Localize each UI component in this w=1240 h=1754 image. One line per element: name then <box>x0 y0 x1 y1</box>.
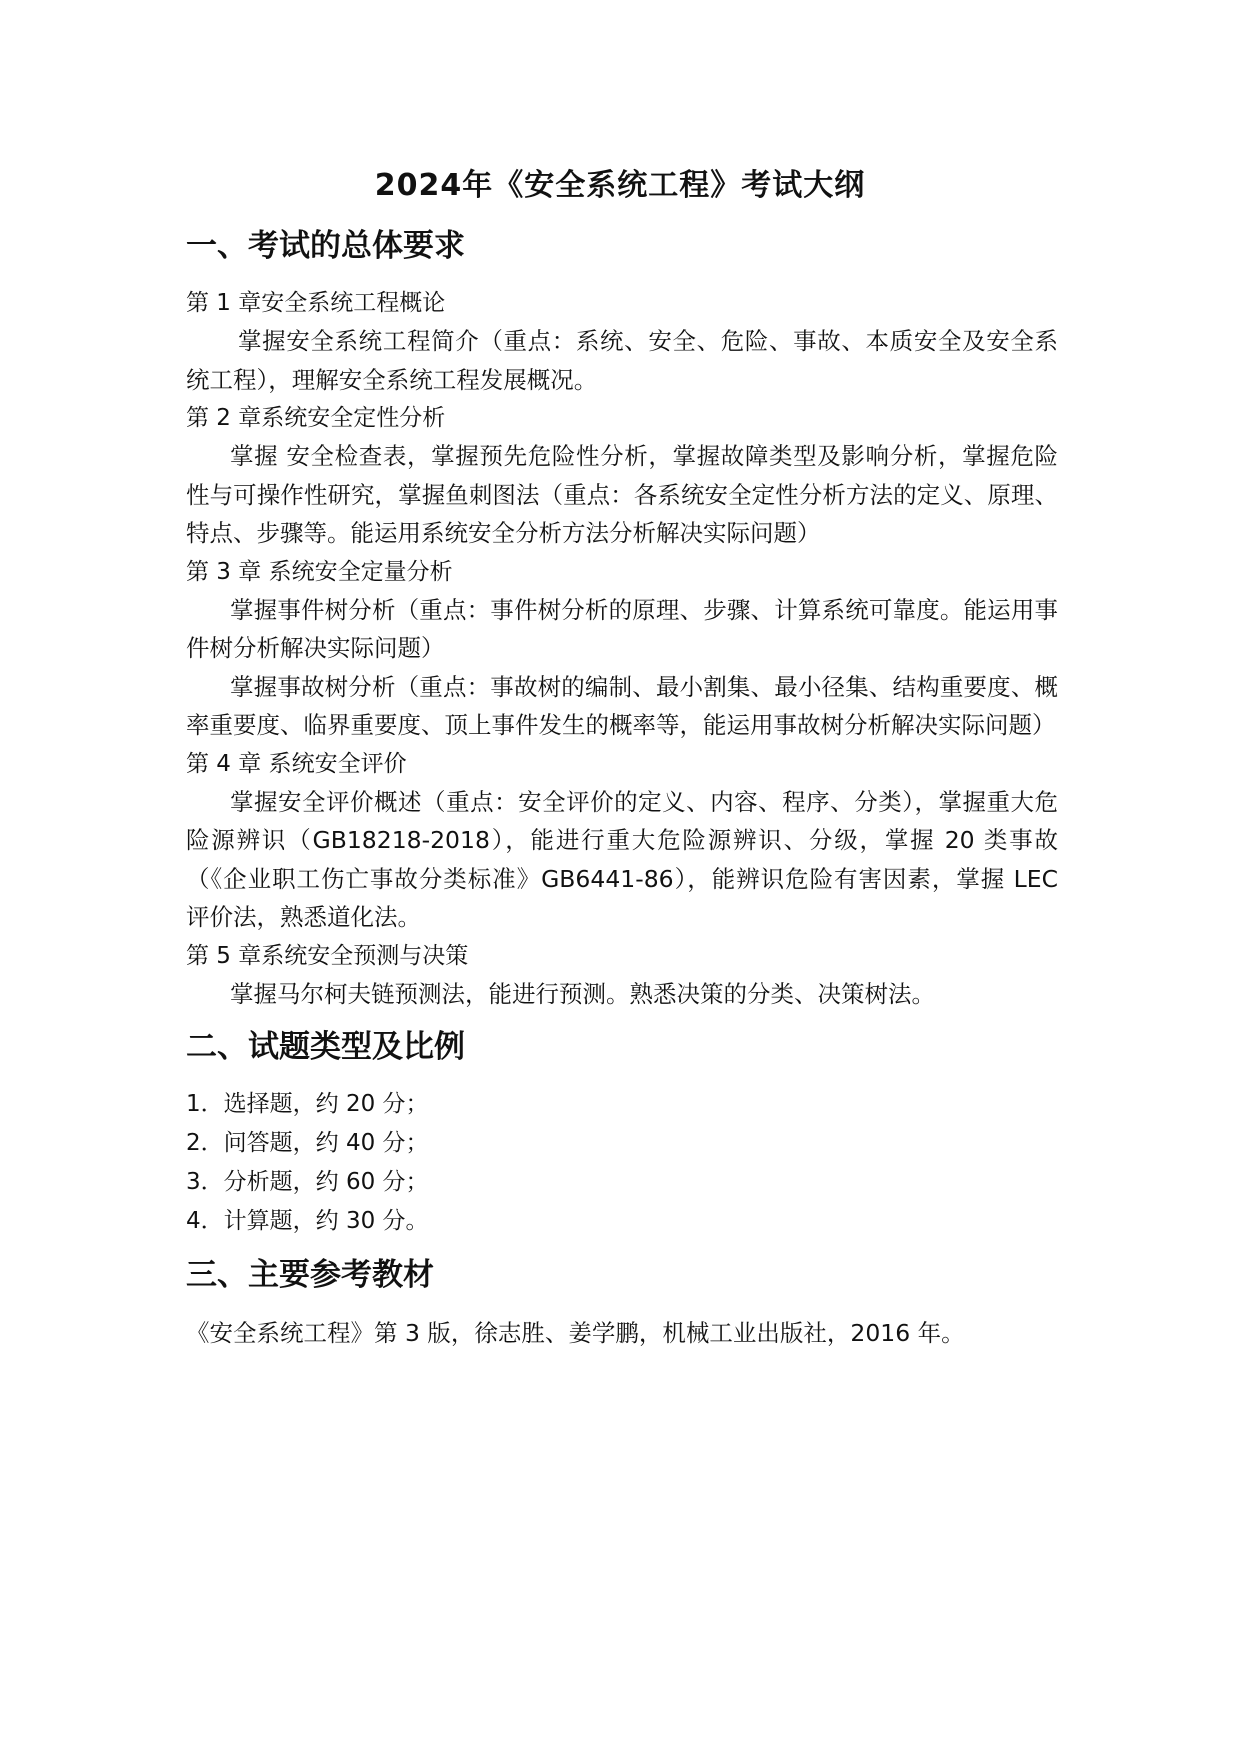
reference-book: 《安全系统工程》第 3 版，徐志胜、姜学鹏，机械工业出版社，2016 年。 <box>186 1319 965 1347</box>
chapter-1-paragraph: 掌握安全系统工程简介（重点：系统、安全、危险、事故、本质安全及安全系统工程），理解安全系统工程发展概况。 <box>186 327 1058 394</box>
question-type-item: 1．选择题，约 20 分； <box>186 1091 429 1117</box>
question-type-item: 2．问答题，约 40 分； <box>186 1130 429 1156</box>
chapter-1-title: 第 1 章安全系统工程概论 <box>186 290 446 316</box>
chapter-4-paragraph: 掌握安全评价概述（重点：安全评价的定义、内容、程序、分类），掌握重大危险源辨识（GB18218-2018），能进行重大危险源辨识、分级，掌握 20 类事故（《企业职工伤亡事故分类标准》GB6441-86），能辨识危险有害因素，掌握 LEC 评价法，熟悉道化法。 <box>186 787 1058 931</box>
chapter-4-title: 第 4 章 系统安全评价 <box>186 750 407 777</box>
chapter-3-title: 第 3 章 系统安全定量分析 <box>186 558 453 585</box>
document-title: 2024年《安全系统工程》考试大纲 <box>374 168 866 203</box>
chapter-5-paragraph: 掌握马尔柯夫链预测法，能进行预测。熟悉决策的分类、决策树法。 <box>230 979 935 1008</box>
document-content <box>186 222 1058 1353</box>
chapter-5-title: 第 5 章系统安全预测与决策 <box>186 942 469 969</box>
section-heading-references: 三、主要参考教材 <box>186 1257 434 1293</box>
chapter-2-paragraph: 掌握 安全检查表，掌握预先危险性分析，掌握故障类型及影响分析，掌握危险性与可操作性研究，掌握鱼刺图法（重点：各系统安全定性分析方法的定义、原理、特点、步骤等。能运用系统安全分析方法分析解决实际问题） <box>186 442 1058 547</box>
chapter-2-title: 第 2 章系统安全定性分析 <box>186 405 446 431</box>
chapter-3-paragraph-1: 掌握事件树分析（重点：事件树分析的原理、步骤、计算系统可靠度。能运用事件树分析解决实际问题） <box>186 595 1058 662</box>
question-type-item: 4．计算题，约 30 分。 <box>186 1208 429 1234</box>
question-type-item: 3．分析题，约 60 分； <box>186 1169 429 1195</box>
section-heading-question-types: 二、试题类型及比例 <box>186 1029 465 1065</box>
chapter-3-paragraph-2: 掌握事故树分析（重点：事故树的编制、最小割集、最小径集、结构重要度、概率重要度、临界重要度、顶上事件发生的概率等，能运用事故树分析解决实际问题） <box>186 672 1058 739</box>
section-heading-requirements: 一、考试的总体要求 <box>186 228 465 264</box>
